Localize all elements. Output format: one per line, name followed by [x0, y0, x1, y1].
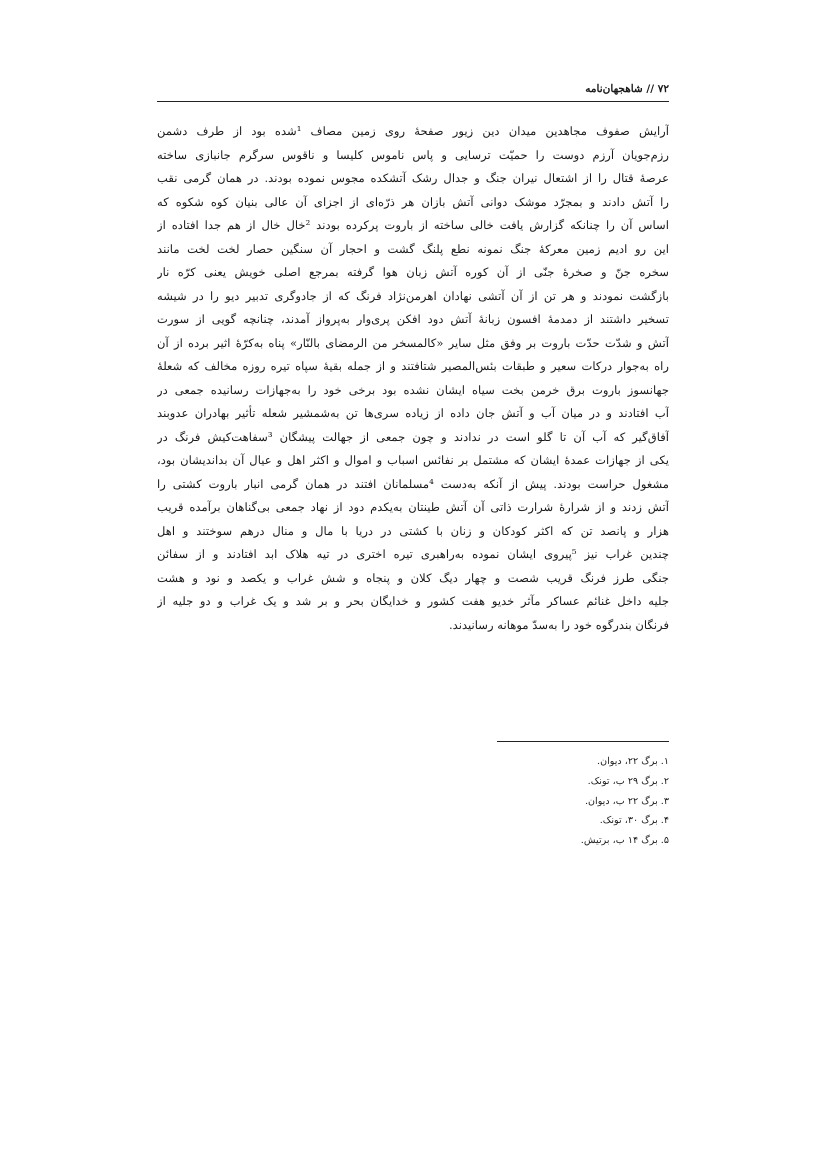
- body-text: [157, 120, 669, 637]
- text-line: آفاق‌گیر که آب آن تا گلو است در ندادند و چون جمعی از جهالت پیشگان ³سفاهت‌کیش فرنگ در: [157, 429, 669, 444]
- footnote: ۵. برگ ۱۴ ب، برتیش.: [580, 835, 669, 847]
- footnotes: [369, 752, 669, 851]
- text-line: رزم‌جویان آرزم دوست را حمیّت ترسایی و پاس ناموس کلیسا و ناقوس سرگرم جانبازی ساخته: [157, 147, 669, 162]
- book-page: [157, 0, 669, 1169]
- footnote: ۲. برگ ۲۹ ب، تونک.: [587, 775, 669, 787]
- text-line: راه به‌جوار درکات سعیر و طبقات بئس‌المصیر شتافتند و از جمله بقیهٔ سپاه تیره روزه مخالف که شعلهٔ: [157, 359, 669, 373]
- footnote-divider: [497, 741, 669, 742]
- text-line: جهانسوز باروت برق خرمن بخت سیاه ایشان نشده بود برخی خود را به‌جهازات رسانیده جمعی در: [157, 382, 669, 397]
- text-line: چندین غراب نیز ⁵پیروی ایشان نموده به‌راهبری تیره اختری در تیه هلاک ابد افتادند و از سفائن: [157, 547, 669, 561]
- text-line: این رو ادیم زمین معرکهٔ جنگ نمونه نطع پلنگ گشت و احجار آن سنگین حصار لخت لخت مانند: [157, 241, 669, 256]
- text-line: یکی از جهازات عمدهٔ ایشان که مشتمل بر نفائس اسباب و اموال و اکثر اهل و عیال آن بداندیشان بود،: [157, 453, 669, 467]
- text-line: بازگشت نمودند و هر تن از آن آتشی نهادان اهرمن‌نژاد فرنگ که از جادوگری تدبیر دیو را در شیشه: [157, 288, 669, 303]
- text-line: را آتش دادند و بمجرّد موشک دوانی آتش بازان هر ذرّه‌ای از اجزای آن عالی بنیان کوه شکوه که: [157, 194, 669, 209]
- text-line: جلیه داخل غنائم عساکر مآثر خدیو هفت کشور و خدایگان بحر و بر شد و یک غراب و دو جلیه از: [157, 594, 669, 608]
- text-line: عرصهٔ قتال را از اشتعال نیران جنگ و جدال رشک آتشکده مجوس نموده بودند. در همان گرمی نقب: [157, 171, 669, 185]
- text-line: تسخیر داشتند از دمدمهٔ افسون زبانهٔ آتش دود افکن پری‌وار به‌پرواز آمدند، چنانچه گویی از سورت: [157, 312, 669, 326]
- footnote: ۱. برگ ۲۲، دیوان.: [597, 756, 669, 767]
- text-line: آتش زدند و از شرارهٔ شرارت ذاتی آن آتش طینتان به‌یکدم دود از نهاد جمعی بی‌گناهان برآمده قریب: [157, 500, 669, 514]
- text-line: سخره جنّ و صخرهٔ جنّی از آن کوره آتش زبان هوا گرفته بمرجع اصلی خویش یعنی کرّه نار: [157, 265, 669, 279]
- text-line: فرنگان بندرگوه خود را به‌سدّ موهانه رسانیدند.: [448, 617, 669, 632]
- text-line: جنگی طرز فرنگ قریب شصت و چهار دیگ کلان و پنجاه و شش غراب و یکصد و نود و هشت: [157, 570, 669, 585]
- running-header: ۷۲ // شاهجهان‌نامه: [585, 83, 669, 95]
- header-divider: [157, 101, 669, 102]
- footnote: ۳. برگ ۲۲ ب، دیوان.: [584, 795, 669, 807]
- text-line: آتش و شدّت حدّت باروت بر وفق مثل سایر «کالمسخر من الرمضای بالنّار» پناه به‌کرّهٔ اثیر برده از آن: [157, 335, 669, 350]
- text-line: آرایش صفوف مجاهدین میدان دین زیور صفحهٔ روی زمین مصاف ¹شده بود از طرف دشمن: [157, 124, 669, 138]
- text-line: هزار و پانصد تن که اکثر کودکان و زنان با کشتی در دریا با مال و منال درهم سوختند و اهل: [157, 523, 669, 538]
- text-line: اساس آن را چنانکه گزارش یافت خالی ساخته از باروت پرکرده بودند ²خال خال از هم جدا افتاده از: [157, 218, 669, 232]
- footnote: ۴. برگ ۳۰، تونک.: [599, 815, 669, 827]
- text-line: مشغول حراست بودند. پیش از آنکه به‌دست ⁴مسلمانان افتند در همان گرمی انبار باروت کشتی را: [157, 476, 669, 491]
- text-line: آب افتادند و در میان آب و آتش جان داده از زیاده سری‌ها تن به‌شمشیر شعله تأثیر بهادران عدوبند: [157, 406, 669, 420]
